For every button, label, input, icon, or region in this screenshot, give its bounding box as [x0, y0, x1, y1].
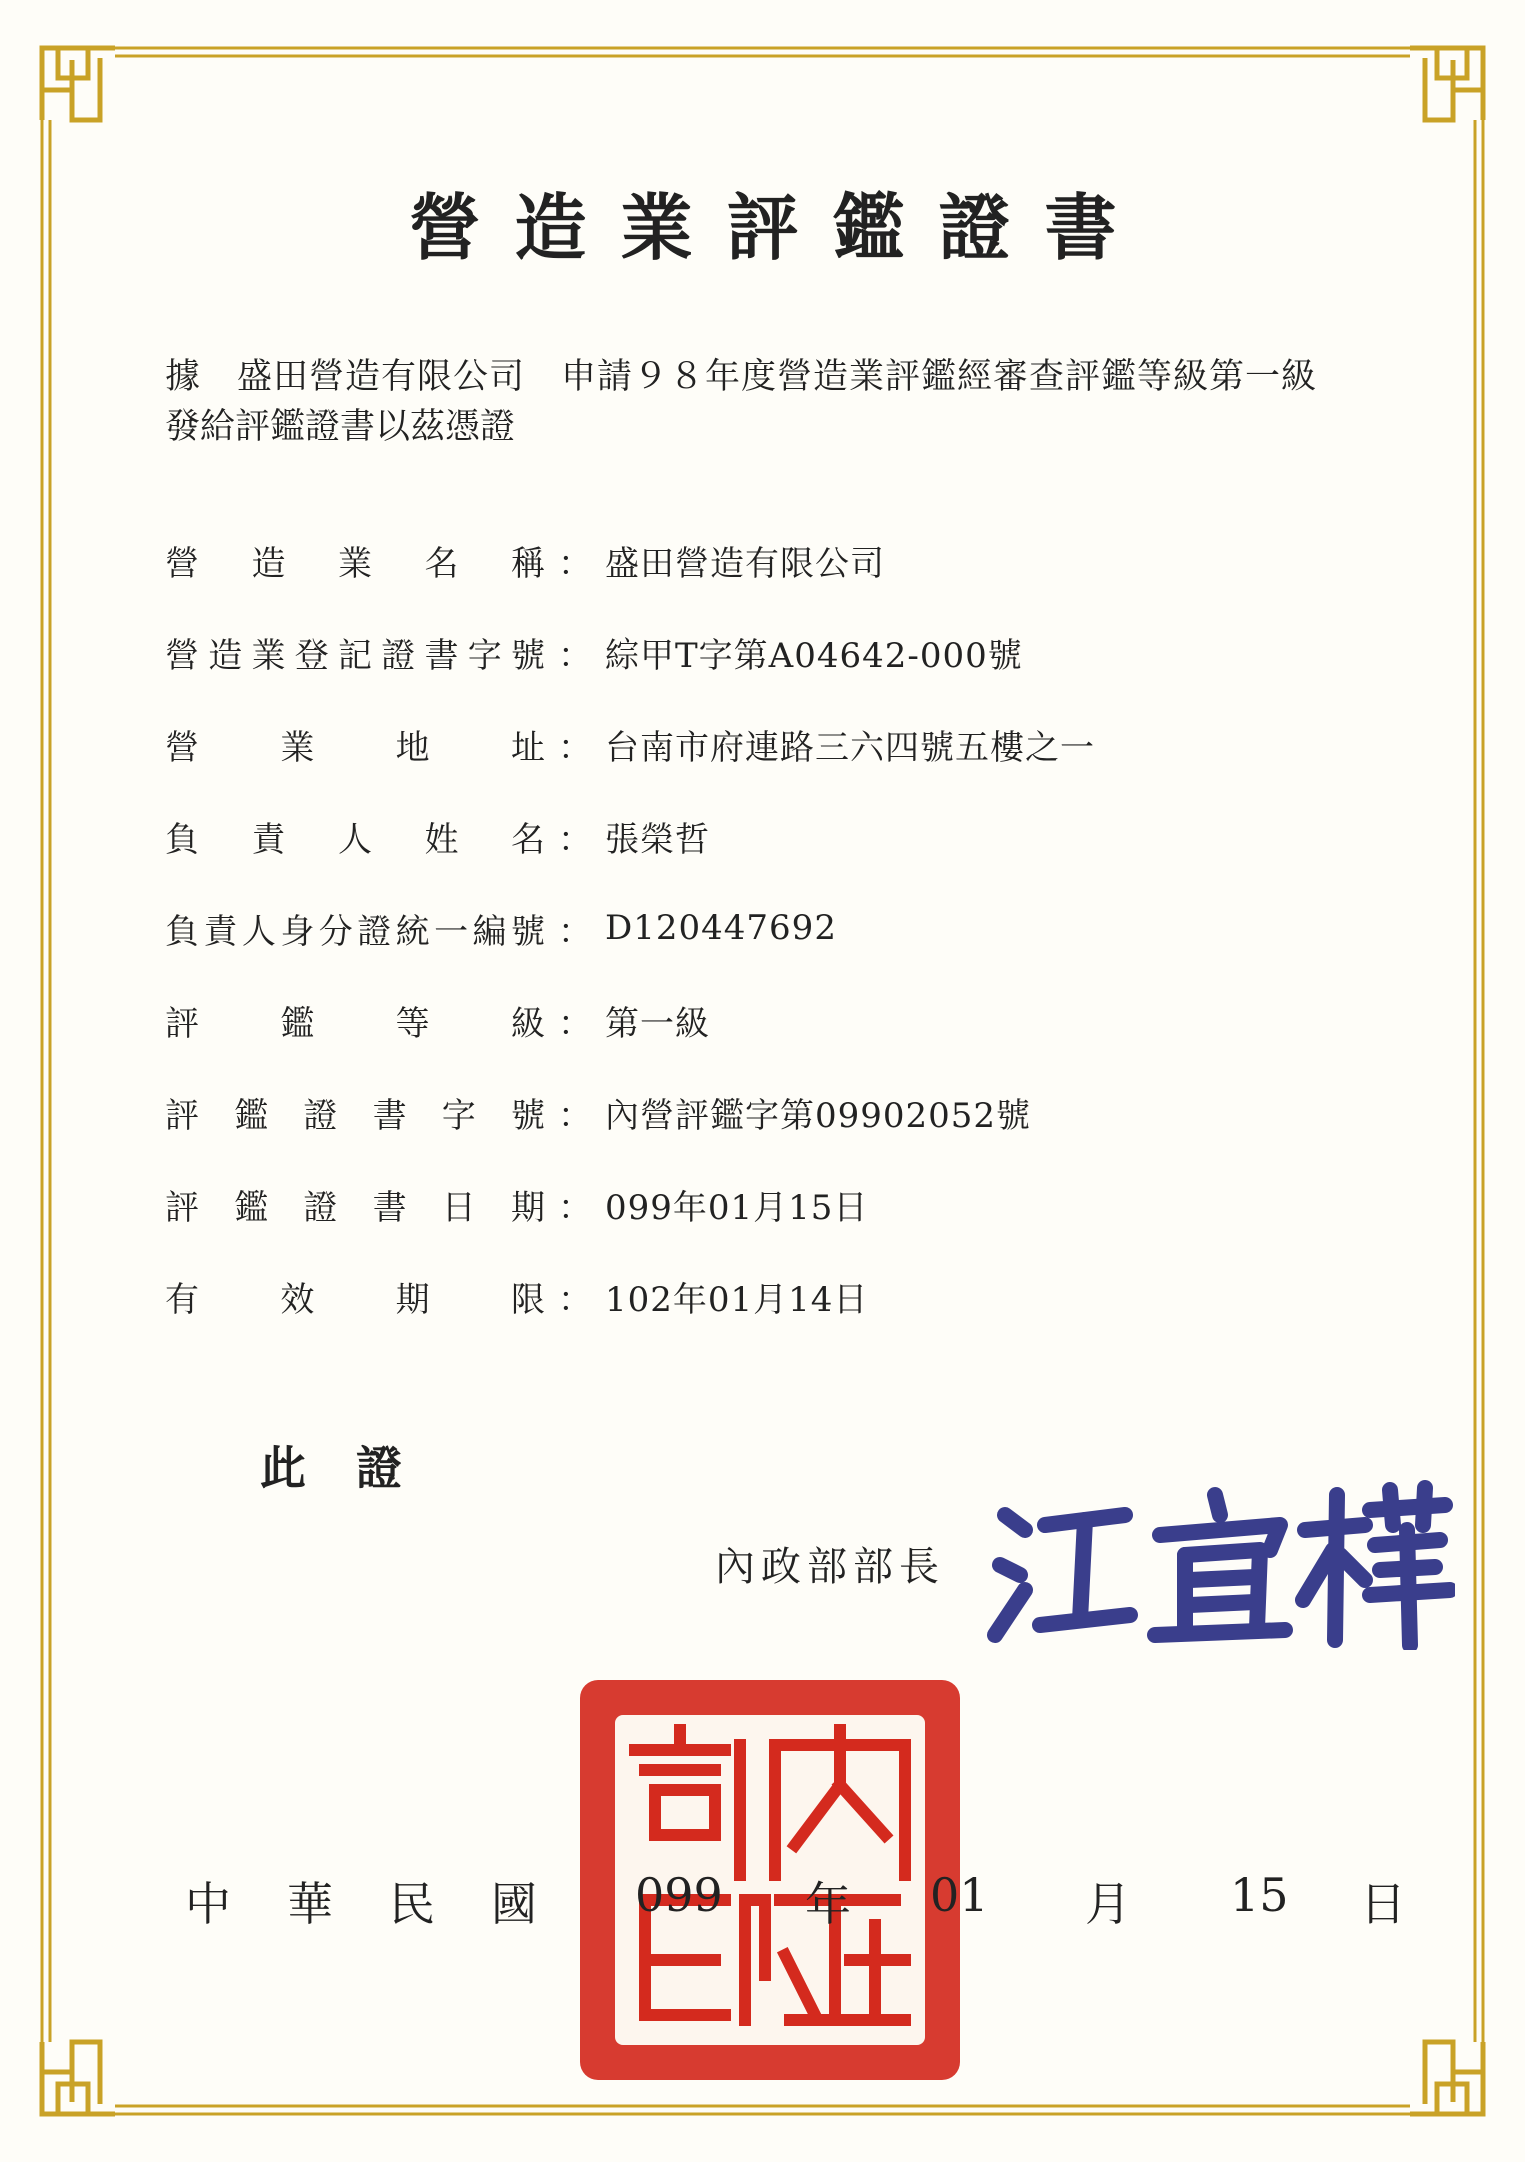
field-value: 張榮哲 — [605, 819, 710, 860]
minister-signature — [985, 1470, 1455, 1650]
field-colon: ： — [558, 727, 592, 768]
field-colon: ： — [558, 635, 592, 676]
date-year: 099 — [635, 1868, 723, 1922]
intro-line-1: 據 盛田營造有限公司 申請９８年度營造業評鑑經審查評鑑等級第一級 — [165, 357, 1318, 397]
date-era: 中華民國 — [185, 1877, 593, 1931]
date-year-unit: 年 — [805, 1877, 851, 1931]
field-colon: ： — [558, 1003, 592, 1044]
field-value: D120447692 — [605, 908, 837, 948]
date-day: 15 — [1230, 1868, 1289, 1922]
field-value: 第一級 — [605, 1003, 710, 1044]
field-row — [165, 806, 710, 866]
field-label: 有 效 期 限 — [165, 1279, 545, 1320]
field-label: 營 造 業 名 稱 — [165, 543, 545, 584]
field-value: 盛田營造有限公司 — [605, 543, 885, 584]
issue-date — [185, 1868, 1405, 1938]
field-colon: ： — [558, 1095, 592, 1136]
field-label: 評 鑑 證 書 字 號 — [165, 1095, 545, 1136]
field-value: 台南市府連路三六四號五樓之一 — [605, 727, 1095, 768]
field-label: 營 業 地 址 — [165, 727, 545, 768]
field-value: 099年01月15日 — [605, 1187, 869, 1228]
field-colon: ： — [558, 911, 592, 952]
minister-title: 內政部部長 — [715, 1544, 945, 1590]
field-value: 綜甲T字第A04642-000號 — [605, 635, 1023, 676]
field-colon: ： — [558, 1279, 592, 1320]
field-row — [165, 530, 885, 590]
date-month: 01 — [930, 1868, 989, 1922]
closing-text: 此證 — [260, 1441, 452, 1495]
field-label: 評 鑑 等 級 — [165, 1003, 545, 1044]
intro-line-2: 發給評鑑證書以茲憑證 — [165, 407, 516, 447]
field-label: 營 造 業 登 記 證 書 字 號 — [165, 635, 545, 676]
field-row — [165, 714, 1095, 774]
date-day-unit: 日 — [1360, 1877, 1406, 1931]
field-row — [165, 990, 710, 1050]
field-value: 102年01月14日 — [605, 1279, 869, 1320]
field-colon: ： — [558, 819, 592, 860]
field-row — [165, 1174, 868, 1234]
date-month-unit: 月 — [1085, 1877, 1131, 1931]
certificate-title: 營造業評鑑證書 — [408, 185, 1151, 270]
field-label: 負 責 人 身 分 證 統 一 編 號 — [165, 911, 545, 952]
field-row — [165, 622, 1023, 682]
intro-paragraph — [165, 352, 1415, 452]
field-row — [165, 1266, 868, 1326]
field-row — [165, 898, 837, 958]
field-value: 內營評鑑字第09902052號 — [605, 1095, 1032, 1136]
field-label: 評 鑑 證 書 日 期 — [165, 1187, 545, 1228]
field-label: 負 責 人 姓 名 — [165, 819, 545, 860]
field-row — [165, 1082, 1031, 1142]
field-colon: ： — [558, 1187, 592, 1228]
field-colon: ： — [558, 543, 592, 584]
